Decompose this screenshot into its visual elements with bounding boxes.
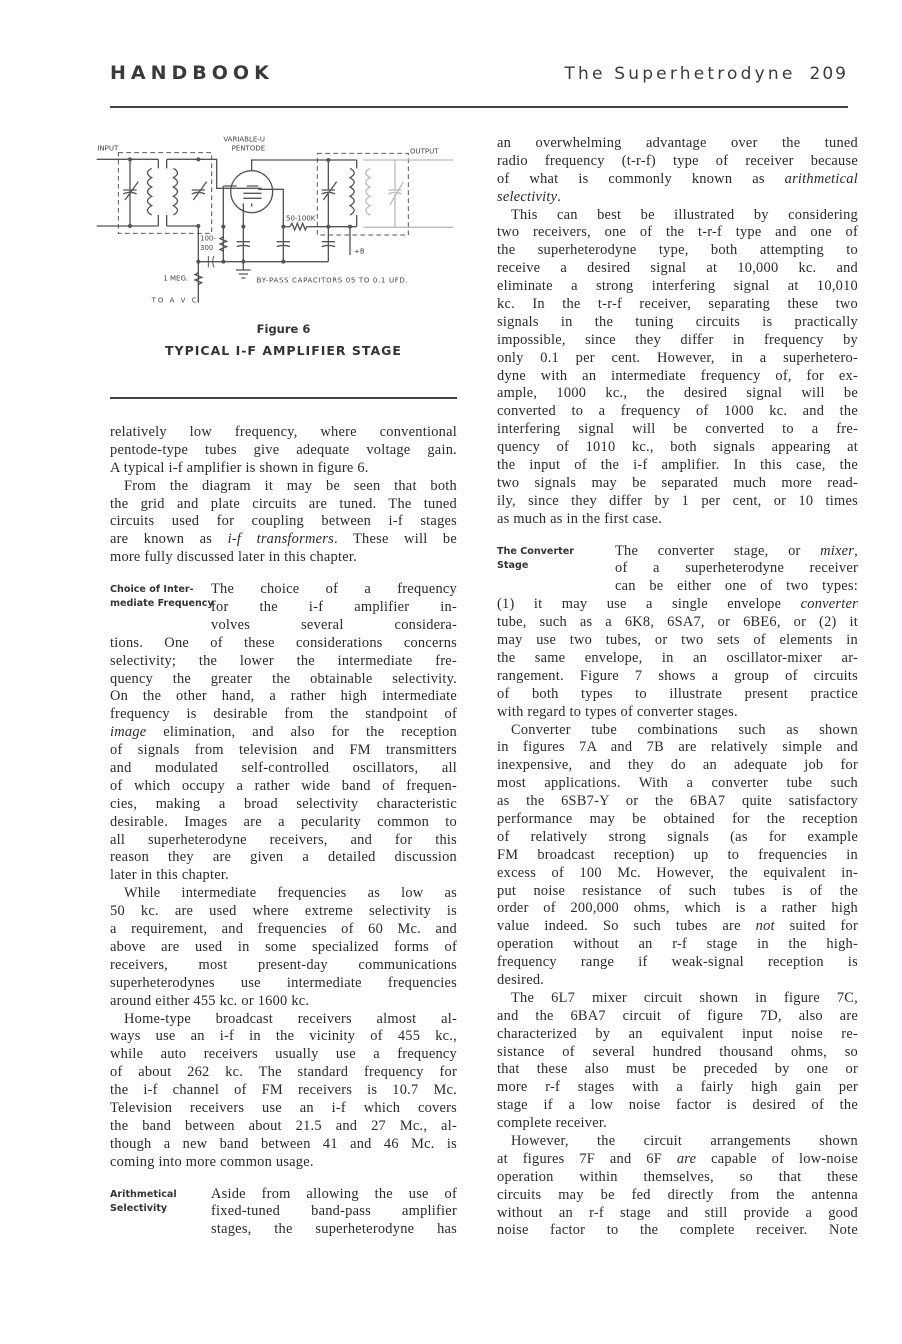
resistor [290, 223, 307, 230]
text-line: On the other hand, a rather high intermediate [110, 688, 457, 705]
running-head-book: HANDBOOK [110, 62, 274, 84]
figure-number: Figure 6 [256, 322, 311, 336]
text-line: selectivity; the lower the intermediate fre- [110, 652, 457, 669]
coil [167, 159, 178, 226]
screen-resistor-label: 50-100K [286, 214, 316, 223]
sidehead-section [110, 581, 457, 885]
text-line: quency of 1010 kc., both signals appearing at [497, 439, 858, 456]
text-line: for the i-f amplifier in- [211, 599, 457, 616]
text-line: Aside from allowing the use of [211, 1185, 457, 1202]
text-line [497, 189, 858, 207]
text-line: tions. One of these considerations concerns [110, 634, 457, 651]
text-line: ways use an i-f in the vicinity of 455 kc., [110, 1028, 457, 1045]
running-head-right [564, 64, 848, 84]
text-span: at figures 7F and 6F [497, 1150, 677, 1167]
text-span: (1) it may use a single envelope [497, 596, 801, 613]
sidehead-label-line: mediate Frequency [110, 598, 214, 610]
text-line: the input of the i-f amplifier. In this case, the [497, 457, 858, 474]
text-line: noise factor to the complete receiver. Note [497, 1222, 858, 1239]
sidehead-label-line: Selectivity [110, 1202, 168, 1214]
text-line [110, 724, 457, 742]
text-line: Converter tube combinations such as shown [511, 721, 858, 738]
text-line: tube, such as a 6K8, 6SA7, or 6BE6, or (2) it [497, 614, 858, 631]
text-line: more fully discussed later in this chapter. [110, 549, 357, 566]
text-span: elimination, and also for the reception [146, 724, 457, 741]
text-line: above are used in some specialized forms of [110, 938, 457, 955]
sidehead-label-line: Arithmetical [110, 1188, 177, 1200]
text-line: and modulated self-controlled oscillators, all [110, 760, 457, 777]
text-line: in figures 7A and 7B are relatively simple and [497, 739, 858, 756]
text-line: characterized by an equivalent input noise re- [497, 1025, 858, 1042]
text-line: as much as in the first case. [497, 510, 663, 527]
text-line: circuits used for coupling between i-f stages [110, 513, 457, 530]
emphasis-text: selectivity [497, 188, 558, 205]
text-span: , [854, 542, 858, 559]
input-label: INPUT [97, 144, 119, 153]
text-line: stages, the superheterodyne has [211, 1221, 457, 1238]
sidehead-label-line: The Converter [497, 545, 574, 557]
sidehead-label-line: Stage [497, 559, 529, 571]
text-line: operation within themselves, so that these [497, 1168, 858, 1185]
text-line: with regard to types of converter stages. [497, 703, 738, 720]
text-line: complete receiver. [497, 1115, 607, 1132]
text-line: reason they are given a detailed discussion [110, 849, 457, 866]
right-column [497, 135, 858, 1240]
emphasis-text: arithmetical [784, 170, 858, 187]
text-line: order of 200,000 ohms, which is a rather high [497, 900, 858, 917]
variable-capacitor [192, 182, 207, 200]
text-line: FM broadcast reception) up to frequencies in [497, 846, 858, 863]
text-line: signals in the tuning circuits is practically [497, 313, 858, 330]
text-line: all superheterodyne receivers, and for this [110, 831, 457, 848]
ground-icon [236, 262, 251, 278]
emphasis-text: not [755, 918, 775, 935]
text-line: kc. In the t-r-f receiver, separating these two [497, 296, 858, 313]
text-line [497, 171, 858, 189]
text-span: are known as [110, 531, 228, 548]
text-line: cies, making a broad selectivity characteristic [110, 795, 457, 812]
tube-label-2: PENTODE [231, 144, 266, 153]
text-line: coming into more common usage. [110, 1153, 314, 1170]
text-line: a requirement, and frequencies of 60 Mc. and [110, 921, 457, 938]
text-line: of relatively strong signals (as for example [497, 828, 858, 845]
text-line: ily, since they differ by 1 per cent, or 10 times [497, 492, 858, 509]
text-line: an overwhelming advantage over the tuned [497, 135, 858, 151]
text-line [497, 1151, 858, 1169]
grid-resistor-label-2: 300 [200, 244, 214, 252]
text-line: relatively low frequency, where conventional [110, 424, 457, 440]
page-number: 209 [809, 64, 848, 84]
text-line: two receivers, one of the t-r-f type and one of [497, 224, 858, 241]
emphasis-text: converter [800, 596, 858, 613]
bypass-label: BY-PASS CAPACITORS 05 TO 0.1 UFD. [256, 276, 409, 285]
emphasis-text: mixer [820, 542, 855, 559]
text-line: of both types to illustrate present practice [497, 685, 858, 702]
b-plus-label: +B [354, 247, 365, 256]
paragraph [497, 207, 858, 529]
text-line: fixed-tuned band-pass amplifier [211, 1203, 457, 1220]
emphasis-text: i-f transformers [227, 531, 334, 548]
text-span: suited for [774, 918, 858, 935]
text-line: most applications. With a converter tube such [497, 775, 858, 792]
figure-title: TYPICAL I-F AMPLIFIER STAGE [165, 343, 402, 358]
sidehead-label [110, 1188, 177, 1216]
left-column [110, 424, 457, 1239]
text-line: desired. [497, 971, 545, 988]
text-line: rangement. Figure 7 shows a group of circuits [497, 667, 858, 684]
avc-label: TO A V C [151, 296, 199, 305]
text-line [497, 596, 858, 614]
text-span: . These will be [333, 531, 457, 548]
tube-label-1: VARIABLE-U [223, 135, 265, 144]
text-line: later in this chapter. [110, 867, 229, 884]
text-line: frequency range if weak-signal reception is [497, 954, 858, 971]
text-line: receivers, most present-day communications [110, 956, 457, 973]
sidehead-section [110, 1186, 457, 1240]
text-line: of which occupy a rather wide band of frequen- [110, 777, 457, 794]
text-line: receive a desired signal at 10,000 kc. and [497, 260, 858, 277]
text-line: This can best be illustrated by considering [511, 206, 858, 223]
text-line: performance may be obtained for the reception [497, 810, 858, 827]
coil [148, 159, 159, 226]
text-line: frequency is desirable from the standpoint of [110, 706, 457, 723]
text-line: Television receivers use an i-f which covers [110, 1099, 457, 1116]
sidehead-label-line: Choice of Inter- [110, 584, 194, 596]
text-line: quency the greater the obtainable selectivity. [110, 670, 457, 687]
paragraph [497, 722, 858, 990]
text-line: more r-f stages with a fairly high gain per [497, 1079, 858, 1096]
paragraph [110, 424, 457, 478]
text-line: stage if a low noise factor is desired of the [497, 1097, 858, 1114]
text-line: put noise resistance of such tubes is of the [497, 882, 858, 899]
text-line: desirable. Images are a pecularity common to [110, 813, 457, 830]
text-line: radio frequency (t-r-f) type of receiver because [497, 152, 858, 169]
schematic-figure [90, 110, 470, 310]
text-line: without an r-f stage and still provide a good [497, 1204, 858, 1221]
spacer [497, 529, 858, 543]
text-line: eliminate a strong interfering signal at 10,010 [497, 278, 858, 295]
avc-resistor-label: 1 MEG. [163, 274, 189, 283]
text-line: While intermediate frequencies as low as [124, 885, 457, 902]
text-line: the grid and plate circuits are tuned. The tuned [110, 495, 457, 512]
text-line: can be either one of two types: [615, 578, 858, 595]
paragraph [497, 990, 858, 1133]
sidehead-section [497, 543, 858, 722]
text-span: capable of low-noise [696, 1150, 858, 1167]
text-line: A typical i-f amplifier is shown in figure 6. [110, 459, 369, 476]
text-span: . [557, 188, 562, 205]
text-line: around either 455 kc. or 1600 kc. [110, 992, 310, 1009]
text-span: of what is commonly known as [497, 170, 785, 187]
text-line: the band between about 21.5 and 27 Mc., al- [110, 1117, 457, 1134]
paragraph [110, 885, 457, 1010]
text-line: the superheterodyne type, both attempting to [497, 242, 858, 259]
text-line: ample, 1000 kc., the desired signal will be [497, 385, 858, 402]
coil [350, 160, 357, 227]
variable-capacitor [322, 160, 337, 227]
text-line: dyne with an intermediate frequency of, for ex- [497, 367, 858, 384]
variable-capacitor [123, 182, 138, 200]
text-line: volves several considera- [211, 616, 457, 633]
emphasis-text: image [110, 724, 147, 741]
output-label: OUTPUT [410, 147, 439, 156]
text-line: Home-type broadcast receivers almost al- [124, 1010, 457, 1027]
text-line: inexpensive, and they do an adequate job for [497, 757, 858, 774]
text-span: value indeed. So such tubes are [497, 918, 756, 935]
text-line: circuits may be fed directly from the antenna [497, 1186, 858, 1203]
figure-rule [110, 397, 457, 399]
spacer [110, 567, 457, 581]
text-line: excess of 100 Mc. However, the equivalent in- [497, 864, 858, 881]
text-line: The 6L7 mixer circuit shown in figure 7C, [511, 989, 858, 1006]
text-line: the same envelope, in an oscillator-mixer ar- [497, 649, 858, 666]
text-line: interfering signal will be converted to a fre- [497, 421, 858, 438]
capacitor [237, 242, 335, 247]
text-line: two signals may be separated much more read- [497, 474, 858, 491]
text-line [497, 918, 858, 936]
text-line: However, the circuit arrangements shown [511, 1132, 858, 1149]
text-line: of signals from television and FM transmitters [110, 742, 457, 759]
text-line: may use two tubes, or two sets of elements in [497, 632, 858, 649]
text-line: impossible, since they differ in frequency by [497, 331, 858, 348]
emphasis-text: are [676, 1150, 697, 1167]
spacer [110, 1172, 457, 1186]
text-line: only 0.1 per cent. However, in a superhetero- [497, 349, 858, 366]
text-span: The converter stage, or [615, 542, 821, 559]
text-line: converted to a frequency of 1000 kc. and the [497, 403, 858, 420]
text-line: operation without an r-f stage in the high- [497, 936, 858, 953]
grid-resistor-label-1: 100- [200, 234, 216, 243]
text-line: The choice of a frequency [211, 581, 457, 598]
text-line: of about 262 kc. The standard frequency for [110, 1064, 457, 1081]
text-line: 50 kc. are used where extreme selectivity is [110, 903, 457, 920]
text-line: the i-f channel of FM receivers is 10.7 Mc. [110, 1082, 457, 1099]
sidehead-label [497, 545, 574, 573]
header-rule [110, 106, 848, 108]
text-line: From the diagram it may be seen that both [124, 477, 457, 494]
text-line: that these also must be preceded by one or [497, 1061, 858, 1078]
sidehead-label [110, 583, 214, 611]
text-line: while auto receivers usually use a frequency [110, 1046, 457, 1063]
chapter-title: The Superhetrodyne [564, 64, 796, 84]
paragraph [497, 1133, 858, 1240]
text-line: as the 6SB7-Y or the 6BA7 quite satisfactory [497, 793, 858, 810]
paragraph [497, 135, 858, 207]
text-line [110, 531, 457, 549]
text-line: and the 6BA7 circuit of figure 7D, also are [497, 1007, 858, 1024]
coil [366, 168, 370, 215]
text-line: superheterodynes use intermediate frequencies [110, 974, 457, 991]
text-line: though a new band between 41 and 46 Mc. is [110, 1135, 457, 1152]
text-line: sistance of several hundred thousand ohms, so [497, 1043, 858, 1060]
text-line: of a superheterodyne receiver [615, 560, 858, 577]
paragraph [110, 1011, 457, 1172]
text-line: pentode-type tubes give adequate voltage gain. [110, 441, 457, 458]
paragraph [110, 478, 457, 567]
